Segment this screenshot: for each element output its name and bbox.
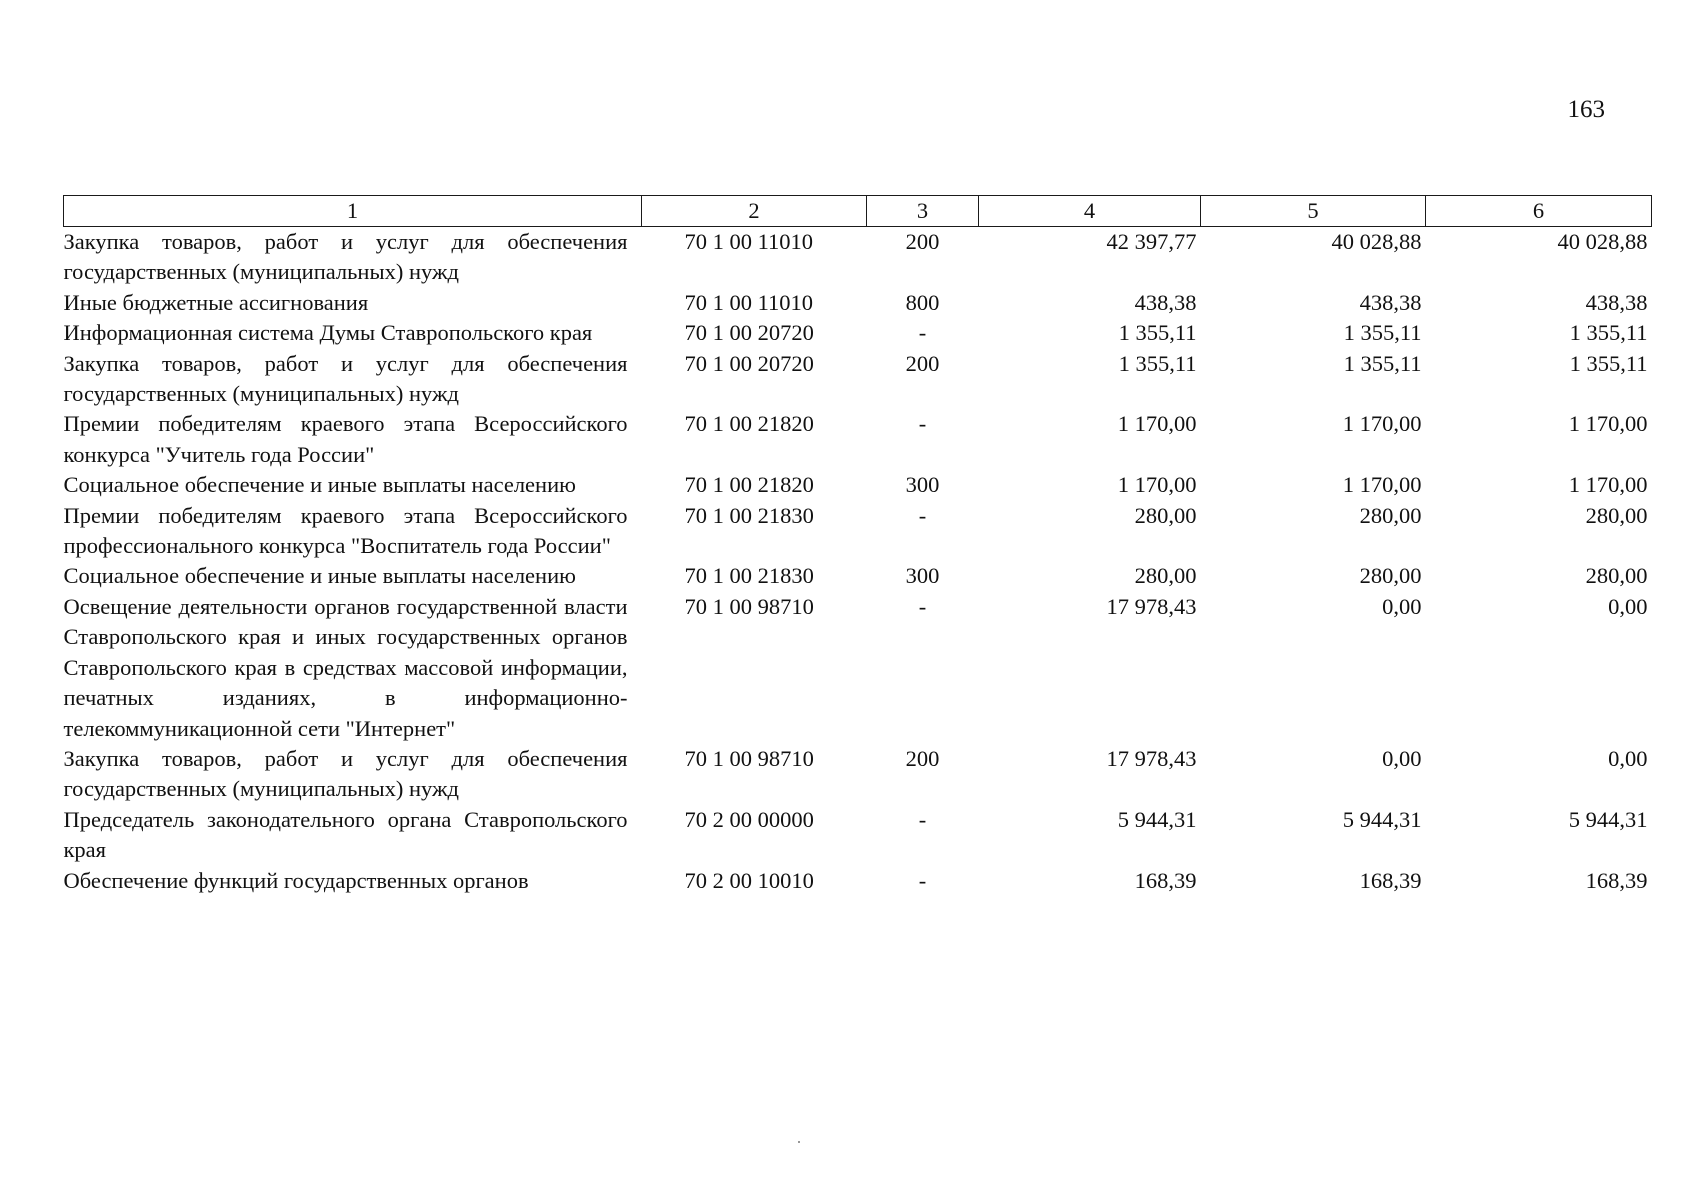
row-expense-type: - xyxy=(918,502,927,528)
row-value-col6: 5 944,31 xyxy=(1568,806,1648,832)
row-name: Закупка товаров, работ и услуг для обеспечения государственных (муниципальных) нужд xyxy=(63,350,628,407)
row-value-col6: 1 355,11 xyxy=(1569,320,1648,346)
table-row xyxy=(64,744,1652,805)
row-value-col6: 438,38 xyxy=(1585,289,1648,315)
row-value-col4: 42 397,77 xyxy=(1106,229,1197,254)
scan-speck xyxy=(798,1141,800,1143)
row-expense-type: 300 xyxy=(905,563,940,589)
row-value-col4: 280,00 xyxy=(1134,502,1197,528)
row-target-code: 70 1 00 21830 xyxy=(684,502,814,528)
row-value-col4: 1 170,00 xyxy=(1117,472,1197,498)
column-header-3: 3 xyxy=(867,196,979,227)
row-value-col4: 5 944,31 xyxy=(1117,806,1197,832)
row-name: Премии победителям краевого этапа Всероссийского конкурса "Учитель года России" xyxy=(63,411,628,467)
row-target-code: 70 2 00 10010 xyxy=(684,867,814,893)
page-number: 163 xyxy=(1567,96,1605,123)
row-name: Информационная система Думы Ставропольского края xyxy=(63,320,593,346)
row-name: Обеспечение функций государственных органов xyxy=(63,867,529,893)
row-name: Закупка товаров, работ и услуг для обеспечения государственных (муниципальных) нужд xyxy=(63,745,628,802)
row-value-col5: 280,00 xyxy=(1359,563,1422,589)
row-expense-type: 300 xyxy=(905,472,940,498)
row-value-col5: 438,38 xyxy=(1359,289,1422,315)
row-value-col4: 17 978,43 xyxy=(1106,745,1197,771)
row-target-code: 70 1 00 21820 xyxy=(684,472,814,498)
row-value-col5: 1 170,00 xyxy=(1342,411,1422,437)
row-value-col6: 40 028,88 xyxy=(1557,229,1648,254)
row-name: Иные бюджетные ассигнования xyxy=(63,289,369,315)
row-value-col5: 1 355,11 xyxy=(1343,320,1422,346)
table-row xyxy=(64,805,1652,866)
row-target-code: 70 1 00 11010 xyxy=(684,229,814,254)
row-value-col6: 280,00 xyxy=(1585,563,1648,589)
column-header-5: 5 xyxy=(1201,196,1426,227)
row-value-col6: 1 170,00 xyxy=(1568,411,1648,437)
row-target-code: 70 2 00 00000 xyxy=(684,806,814,832)
row-value-col6: 0,00 xyxy=(1608,745,1648,771)
row-expense-type: - xyxy=(918,867,927,893)
table-row xyxy=(64,866,1652,896)
row-expense-type: 200 xyxy=(905,229,940,254)
row-value-col5: 1 170,00 xyxy=(1342,472,1422,498)
row-name: Премии победителям краевого этапа Всероссийского профессионального конкурса "Воспитатель года России" xyxy=(63,502,628,559)
row-name: Закупка товаров, работ и услуг для обеспечения государственных (муниципальных) нужд xyxy=(63,229,628,285)
table-row xyxy=(64,318,1652,348)
row-value-col4: 438,38 xyxy=(1134,289,1197,315)
row-expense-type: - xyxy=(918,411,927,437)
row-name: Социальное обеспечение и иные выплаты населению xyxy=(63,472,576,498)
row-value-col5: 40 028,88 xyxy=(1331,229,1422,254)
row-value-col6: 1 355,11 xyxy=(1569,350,1648,376)
row-expense-type: - xyxy=(918,806,927,832)
row-expense-type: 200 xyxy=(905,350,940,376)
row-value-col4: 168,39 xyxy=(1134,867,1197,893)
row-target-code: 70 1 00 98710 xyxy=(684,745,814,771)
header-row xyxy=(64,196,1652,227)
column-header-2: 2 xyxy=(642,196,867,227)
row-target-code: 70 1 00 21830 xyxy=(684,563,814,589)
row-target-code: 70 1 00 11010 xyxy=(684,289,814,315)
row-expense-type: 800 xyxy=(905,289,940,315)
row-expense-type: 200 xyxy=(905,745,940,771)
row-expense-type: - xyxy=(918,320,927,346)
table-row xyxy=(64,470,1652,500)
budget-table-container xyxy=(63,195,1651,896)
row-value-col6: 280,00 xyxy=(1585,502,1648,528)
row-value-col5: 168,39 xyxy=(1359,867,1422,893)
row-value-col4: 1 355,11 xyxy=(1118,350,1197,376)
table-row xyxy=(64,592,1652,744)
row-value-col4: 1 355,11 xyxy=(1118,320,1197,346)
row-value-col5: 5 944,31 xyxy=(1342,806,1422,832)
row-value-col4: 17 978,43 xyxy=(1106,593,1197,619)
row-value-col5: 0,00 xyxy=(1382,593,1422,619)
row-value-col5: 0,00 xyxy=(1382,745,1422,771)
row-value-col6: 1 170,00 xyxy=(1568,472,1648,498)
table-row xyxy=(64,288,1652,318)
table-row xyxy=(64,409,1652,470)
row-name: Председатель законодательного органа Ставропольского края xyxy=(63,806,628,863)
column-header-6: 6 xyxy=(1426,196,1652,227)
row-value-col5: 1 355,11 xyxy=(1343,350,1422,376)
column-header-1: 1 xyxy=(64,196,642,227)
row-value-col5: 280,00 xyxy=(1359,502,1422,528)
row-value-col4: 1 170,00 xyxy=(1117,411,1197,437)
row-value-col6: 168,39 xyxy=(1585,867,1648,893)
table-header xyxy=(64,196,1652,227)
table-body xyxy=(64,227,1652,896)
row-target-code: 70 1 00 20720 xyxy=(684,350,814,376)
row-name: Социальное обеспечение и иные выплаты населению xyxy=(63,563,576,589)
row-expense-type: - xyxy=(918,593,927,619)
table-row xyxy=(64,561,1652,591)
table-row xyxy=(64,349,1652,410)
row-value-col4: 280,00 xyxy=(1134,563,1197,589)
row-target-code: 70 1 00 20720 xyxy=(684,320,814,346)
row-target-code: 70 1 00 98710 xyxy=(684,593,814,619)
budget-table xyxy=(63,195,1652,896)
row-target-code: 70 1 00 21820 xyxy=(684,411,814,437)
table-row xyxy=(64,501,1652,562)
row-value-col6: 0,00 xyxy=(1608,593,1648,619)
column-header-4: 4 xyxy=(979,196,1201,227)
table-row xyxy=(64,227,1652,288)
row-name: Освещение деятельности органов государственной власти Ставропольского края и иных государственных органов Ставропольского края в средствах массовой информации, печатных изданиях, в информационно-телекоммуникационной сети "Интернет" xyxy=(63,593,628,741)
